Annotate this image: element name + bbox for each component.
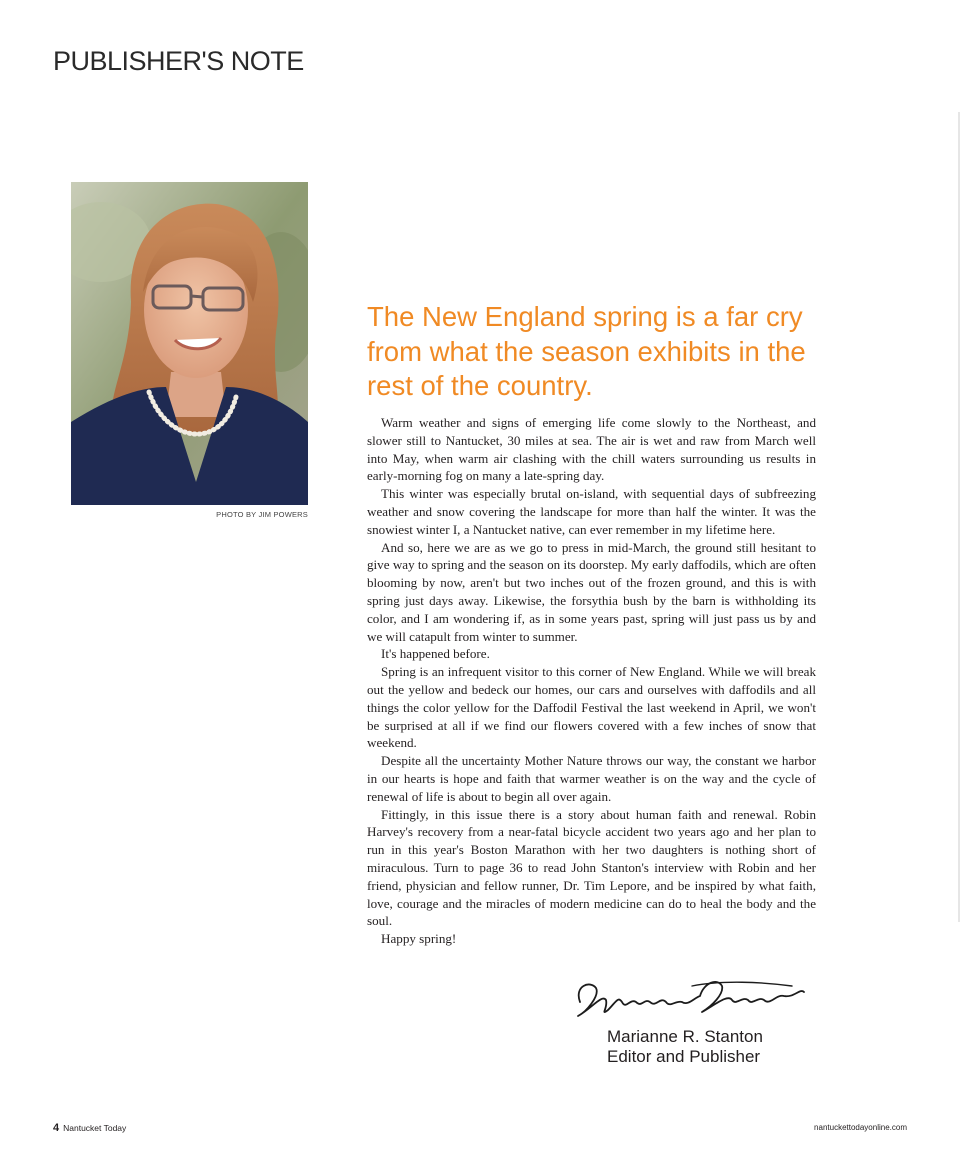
signer-name: Marianne R. Stanton: [607, 1027, 763, 1046]
body-paragraph: Despite all the uncertainty Mother Nature throws our way, the constant we harbor in our hearts is hope and faith that warmer weather is on the way and the cycle of renewal of life is about to begin all over again.: [367, 753, 816, 804]
body-paragraph: And so, here we are as we go to press in mid-March, the ground still hesitant to give way to spring and the season on its doorstep. My early daffodils, which are often blooming by now, aren't but two inches out of the frozen ground, and this is with spring just days away. Likewise, the forsythia bush by the barn is withholding its color, and I am wondering if, as in some years past, spring will just pass us by and we will catapult from winter to summer.: [367, 539, 816, 644]
section-title: PUBLISHER'S NOTE: [53, 46, 304, 76]
signer-title: Editor and Publisher: [607, 1047, 761, 1066]
footer-website: nantuckettodayonline.com: [814, 1123, 907, 1132]
body-paragraph: Spring is an infrequent visitor to this corner of New England. While we will break out the yellow and bedeck our homes, our cars and ourselves with daffodils and all things the color yellow for the Daffodil Festival the last weekend in April, we won't be surprised at all if we find our flowers covered with a few inches of snow that weekend.: [367, 664, 816, 751]
body-paragraph: Happy spring!: [381, 931, 457, 947]
footer-folio: [53, 1122, 126, 1134]
publication-name: Nantucket Today: [63, 1123, 127, 1133]
article-headline: The New England spring is a far cry from what the season exhibits in the rest of the country.: [367, 301, 806, 401]
body-paragraph: Warm weather and signs of emerging life come slowly to the Northeast, and slower still to Nantucket, 30 miles at sea. The air is wet and raw from March well into May, when warm air clashing with the chill waters surrounding us results in early-morning fog on many a late-spring day.: [367, 415, 816, 484]
body-paragraph: Fittingly, in this issue there is a story about human faith and renewal. Robin Harvey's recovery from a near-fatal bicycle accident two years ago and her plan to run in this year's Boston Marathon with her two daughters is nothing short of miraculous. Turn to page 36 to read John Stanton's interview with Robin and her friend, physician and fellow runner, Dr. Tim Lepore, and be inspired by what faith, love, courage and the miracles of modern medicine can do to heal the body and the soul.: [367, 806, 816, 929]
portrait-photo: [71, 182, 308, 505]
article-body: [367, 414, 816, 948]
photo-credit: PHOTO BY JIM POWERS: [216, 510, 308, 519]
body-paragraph: This winter was especially brutal on-island, with sequential days of subfreezing weather and snow covering the landscape for more than half the winter. It was the snowiest winter I, a Nantucket native, can ever remember in my lifetime here.: [367, 486, 816, 537]
body-paragraph: It's happened before.: [381, 646, 490, 662]
handwritten-signature: [572, 972, 812, 1024]
page-number: 4: [53, 1122, 60, 1134]
